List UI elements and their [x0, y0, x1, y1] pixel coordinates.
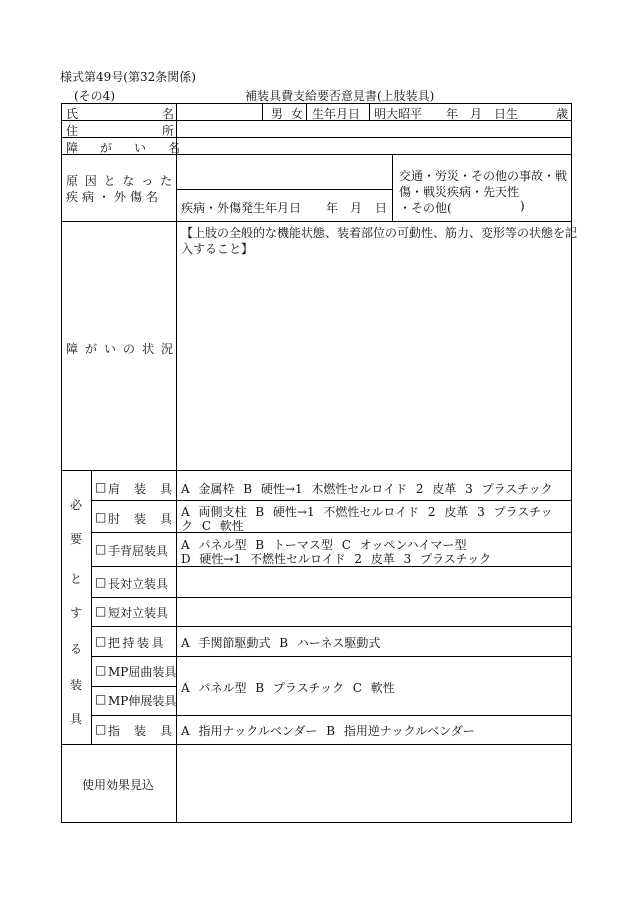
- device-options-line1[interactable]: A パネル型 B プラスチック C 軟性: [181, 681, 395, 695]
- cause-label-line1: 原因となった: [66, 174, 179, 188]
- device-checkbox[interactable]: □: [95, 692, 107, 706]
- device-name: 短対立装具: [108, 606, 169, 620]
- device-name: 肩装具: [108, 482, 187, 496]
- device-checkbox[interactable]: □: [95, 722, 107, 736]
- address-label: 住所: [66, 124, 259, 138]
- onset-day-unit: 日: [375, 201, 388, 215]
- onset-year-unit: 年: [326, 201, 339, 215]
- device-options-line2[interactable]: D 硬性→1 不燃性セルロイド 2 皮革 3 プラスチック: [181, 552, 492, 566]
- device-checkbox[interactable]: □: [95, 663, 107, 677]
- devices-group-char-6: 装: [70, 678, 83, 692]
- condition-instruction-line2: 入すること】: [181, 242, 254, 256]
- devices-group-char-3: と: [70, 572, 83, 586]
- devices-group-char-2: 要: [70, 532, 83, 546]
- sex-options[interactable]: 男 女: [271, 107, 305, 121]
- birth-label: 生年月日: [312, 107, 361, 121]
- disability-name-field[interactable]: [178, 138, 570, 153]
- effect-field[interactable]: [178, 746, 570, 821]
- device-checkbox[interactable]: □: [95, 634, 107, 648]
- device-name: MP伸展装具: [108, 694, 177, 708]
- cause-label-line2: 疾病・外傷名: [66, 190, 163, 204]
- address-field[interactable]: [178, 121, 570, 136]
- condition-field[interactable]: [178, 258, 570, 468]
- form-part: (その4): [74, 89, 115, 103]
- condition-label: 障がいの状況: [66, 342, 181, 356]
- devices-group-char-4: す: [70, 606, 83, 620]
- birth-year-unit: 年: [446, 107, 459, 121]
- device-name: 指装具: [108, 724, 187, 738]
- birth-month-unit: 月: [470, 107, 483, 121]
- cause-options-close: ): [520, 199, 525, 213]
- device-checkbox[interactable]: □: [95, 510, 107, 524]
- device-options-line1[interactable]: A パネル型 B トーマス型 C オッペンハイマー型: [181, 538, 467, 552]
- device-options-line2[interactable]: ク C 軟性: [181, 519, 244, 533]
- disability-name-label: 障がい名: [66, 141, 203, 155]
- cause-options-line1[interactable]: 交通・労災・その他の事故・戦: [399, 169, 568, 183]
- cause-options-line2[interactable]: 傷・戦災疾病・先天性: [399, 185, 520, 199]
- cause-options-line3[interactable]: ・その他(: [399, 201, 452, 215]
- device-checkbox[interactable]: □: [95, 575, 107, 589]
- onset-month-unit: 月: [350, 201, 363, 215]
- age-unit: 歳: [556, 107, 569, 121]
- device-name: 長対立装具: [108, 577, 169, 591]
- device-name: 手背屈装具: [108, 544, 169, 558]
- era-options[interactable]: 明大昭平: [374, 107, 423, 121]
- device-checkbox[interactable]: □: [95, 480, 107, 494]
- device-name: 肘装具: [108, 512, 187, 526]
- device-name: MP屈曲装具: [108, 665, 177, 679]
- device-options-line1[interactable]: A 指用ナックルベンダー B 指用逆ナックルベンダー: [181, 724, 475, 738]
- device-checkbox[interactable]: □: [95, 542, 107, 556]
- devices-group-char-7: 具: [70, 712, 83, 726]
- device-checkbox[interactable]: □: [95, 604, 107, 618]
- effect-label: 使用効果見込: [82, 778, 155, 792]
- device-options-line1[interactable]: A 手関節駆動式 B ハーネス駆動式: [181, 636, 381, 650]
- devices-group-char-5: る: [70, 642, 83, 656]
- form-number: 様式第49号(第32条関係): [60, 70, 196, 84]
- condition-instruction-line1: 【上肢の全般的な機能状態、装着部位の可動性、筋力、変形等の状態を記: [181, 226, 578, 240]
- cause-name-field[interactable]: [178, 155, 391, 188]
- device-name: 把持装具: [108, 636, 167, 650]
- name-label: [66, 105, 259, 122]
- devices-group-char-1: 必: [70, 498, 83, 512]
- birth-day-unit: 日生: [494, 107, 519, 121]
- device-options-line1[interactable]: A 金属枠 B 硬性→1 木燃性セルロイド 2 皮革 3 プラスチック: [181, 482, 553, 496]
- device-options-line1[interactable]: A 両側支柱 B 硬性→1 不燃性セルロイド 2 皮革 3 プラスチッ: [181, 505, 553, 519]
- form-title: 補装具費支給要否意見書(上肢装具): [245, 89, 435, 103]
- name-label-text: 氏名: [66, 107, 259, 121]
- onset-date-label: 疾病・外傷発生年月日: [181, 201, 302, 215]
